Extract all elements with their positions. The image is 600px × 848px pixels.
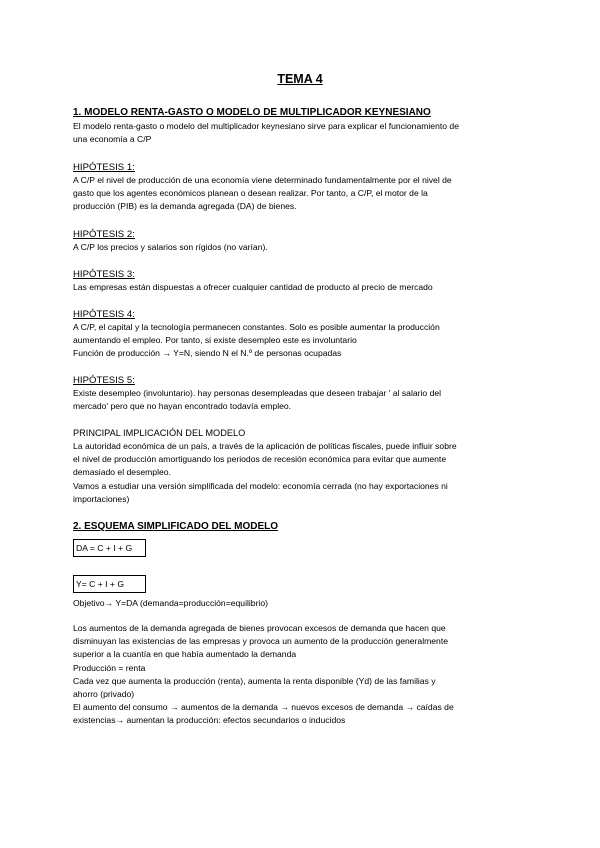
paragraph-line: una economía a C/P [73, 134, 152, 145]
paragraph-line: demasiado el desempleo. [73, 467, 171, 478]
paragraph-line: El aumento del consumo → aumentos de la demanda → nuevos excesos de demanda → caídas de [73, 702, 454, 713]
paragraph-line: existencias→ aumentan la producción: efectos secundarios o inducidos [73, 715, 346, 726]
hypothesis-label: HIPÓTESIS 3: [73, 269, 135, 280]
hypothesis-3 [73, 268, 528, 294]
paragraph-line: Producción = renta [73, 662, 146, 673]
hypothesis-label: HIPÓTESIS 1: [73, 162, 135, 173]
paragraph-line: Vamos a estudiar una versión simplificada del modelo: economía cerrada (no hay exportaciones ni [73, 480, 448, 491]
objective-line: Objetivo→ Y=DA (demanda=producción=equilibrio) [73, 598, 268, 608]
paragraph-line: el nivel de producción amortiguando los periodos de recesión económica para evitar que aumente [73, 454, 447, 465]
paragraph-line: mercado' pero que no hayan encontrado todavía empleo. [73, 401, 292, 412]
paragraph-line: Cada vez que aumenta la producción (renta), aumenta la renta disponible (Yd) de las familias y [73, 675, 436, 686]
page-title: TEMA 4 [277, 72, 323, 86]
formula-y-box: Y= C + I + G [73, 575, 146, 593]
formula-da-box: DA = C + I + G [73, 539, 146, 557]
paragraph-line: A C/P, el capital y la tecnología permanecen constantes. Solo es posible aumentar la producción [73, 322, 440, 332]
paragraph-line: gasto que los agentes económicos planean o desean realizar. Por tanto, a C/P, el motor de la [73, 188, 428, 199]
formula-da-container [73, 539, 528, 557]
hypothesis-2 [73, 228, 528, 254]
implication-heading: PRINCIPAL IMPLICACIÓN DEL MODELO [73, 428, 246, 438]
section-2-paragraph [73, 622, 528, 728]
hypothesis-1 [73, 161, 528, 214]
paragraph-line: Los aumentos de la demanda agregada de bienes provocan excesos de demanda que hacen que [73, 623, 446, 633]
paragraph-line: A C/P los precios y salarios son rígidos (no varían). [73, 242, 268, 252]
paragraph-line: disminuyan las existencias de las empresas y provoca un aumento de la producción generalmente [73, 636, 448, 647]
paragraph-line: A C/P el nivel de producción de una economía viene determinado fundamentalmente por el nivel de [73, 175, 452, 185]
paragraph-line: producción (PIB) es la demanda agregada (DA) de bienes. [73, 201, 297, 212]
objective [73, 597, 528, 610]
hypothesis-label: HIPÓTESIS 4: [73, 309, 135, 320]
formula-y-container [73, 575, 528, 593]
section-1 [73, 106, 528, 146]
section-2 [73, 520, 528, 534]
section-2-heading: 2. ESQUEMA SIMPLIFICADO DEL MODELO [73, 521, 279, 532]
paragraph-line: ahorro (privado) [73, 689, 135, 700]
paragraph-line: Existe desempleo (involuntario). hay personas desempleadas que deseen trabajar ' al salario del [73, 388, 442, 398]
principal-implication [73, 427, 528, 506]
hypothesis-label: HIPÓTESIS 5: [73, 375, 135, 386]
section-1-heading: 1. MODELO RENTA-GASTO O MODELO DE MULTIPLICADOR KEYNESIANO [73, 107, 431, 118]
paragraph-line: Función de producción → Y=N, siendo N el N.º de personas ocupadas [73, 348, 342, 359]
hypothesis-5 [73, 374, 528, 413]
hypothesis-label: HIPÓTESIS 2: [73, 229, 135, 240]
paragraph-line: importaciones) [73, 493, 130, 504]
hypothesis-4 [73, 308, 528, 361]
paragraph-line: El modelo renta-gasto o modelo del multiplicador keynesiano sirve para explicar el funcionamiento de [73, 121, 459, 131]
paragraph-line: La autoridad económica de un país, a través de la aplicación de políticas fiscales, puede influir sobre [73, 441, 457, 451]
paragraph-line: superior a la cuantía en que había aumentado la demanda [73, 649, 297, 660]
paragraph-line: aumentando el empleo. Por tanto, si existe desempleo este es involuntario [73, 335, 357, 346]
paragraph-line: Las empresas están dispuestas a ofrecer cualquier cantidad de producto al precio de mercado [73, 282, 433, 292]
